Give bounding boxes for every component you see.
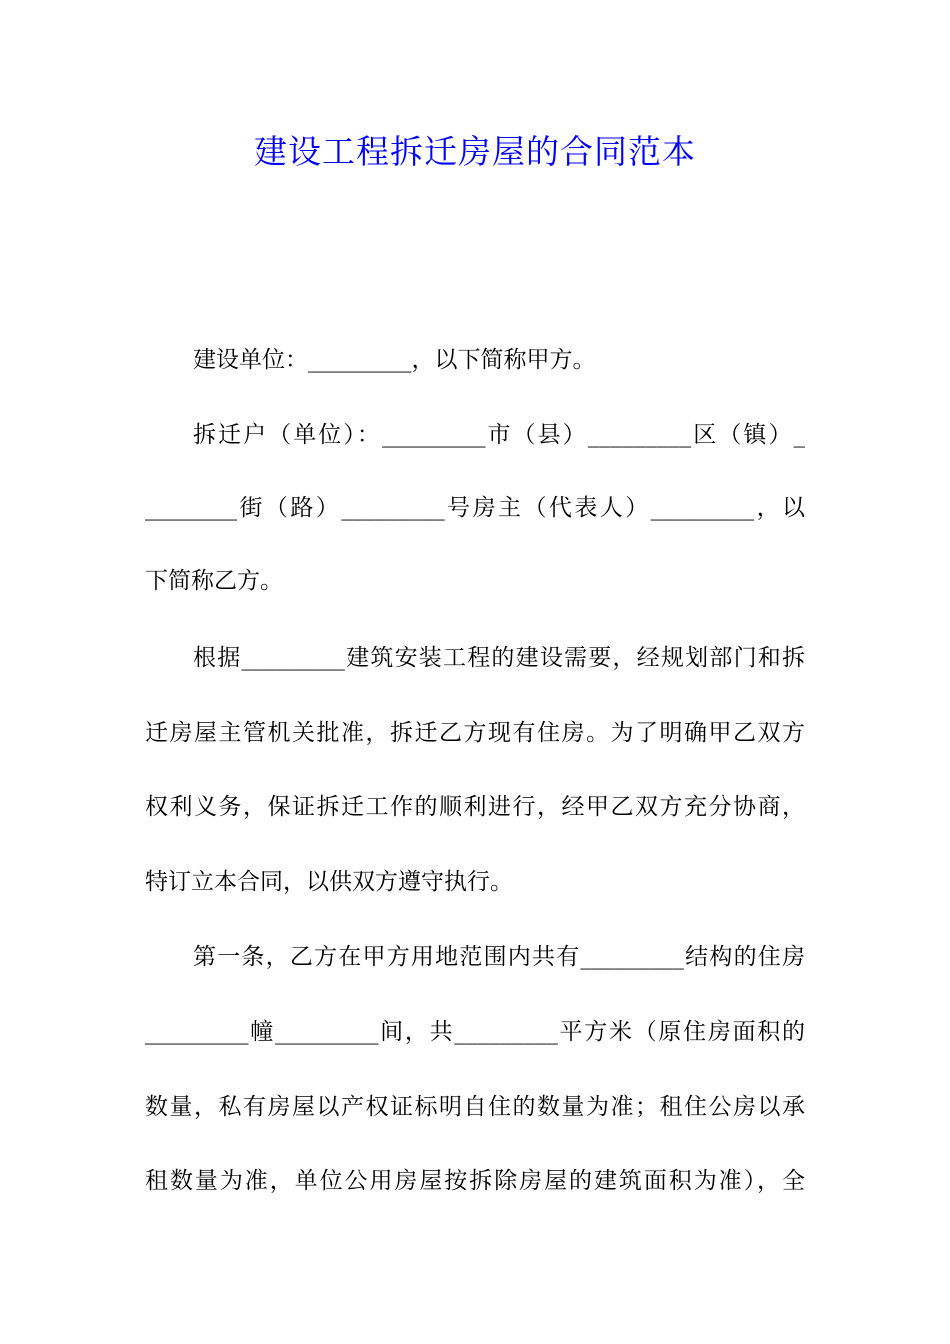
paragraph-line: 特订立本合同，以供双方遵守执行。 — [145, 869, 513, 895]
paragraph-line: 下简称乙方。 — [145, 568, 283, 594]
paragraph-line: 第一条，乙方在甲方用地范围内共有_________结构的住房 — [193, 944, 805, 970]
paragraph-line: 权利义务，保证拆迁工作的顺利进行，经甲乙双方充分协商， — [145, 794, 805, 820]
paragraph-line: _________幢_________间，共_________平方米（原住房面积的 — [145, 1019, 805, 1045]
paragraph-line: 迁房屋主管机关批准，拆迁乙方现有住房。为了明确甲乙双方 — [145, 720, 805, 746]
paragraph-line: 数量，私有房屋以产权证标明自住的数量为准；租住公房以承 — [145, 1094, 805, 1120]
paragraph-line: ________街（路）_________号房主（代表人）_________，以 — [145, 495, 805, 521]
paragraph-line: 租数量为准，单位公用房屋按拆除房屋的建筑面积为准），全 — [145, 1168, 805, 1194]
paragraph-line: 根据_________建筑安装工程的建设需要，经规划部门和拆 — [193, 645, 805, 671]
paragraph-line: 拆迁户（单位）：_________市（县）_________区（镇）_ — [193, 422, 805, 448]
document-title: 建设工程拆迁房屋的合同范本 — [254, 132, 696, 171]
paragraph-line: 建设单位：_________，以下简称甲方。 — [193, 347, 596, 373]
